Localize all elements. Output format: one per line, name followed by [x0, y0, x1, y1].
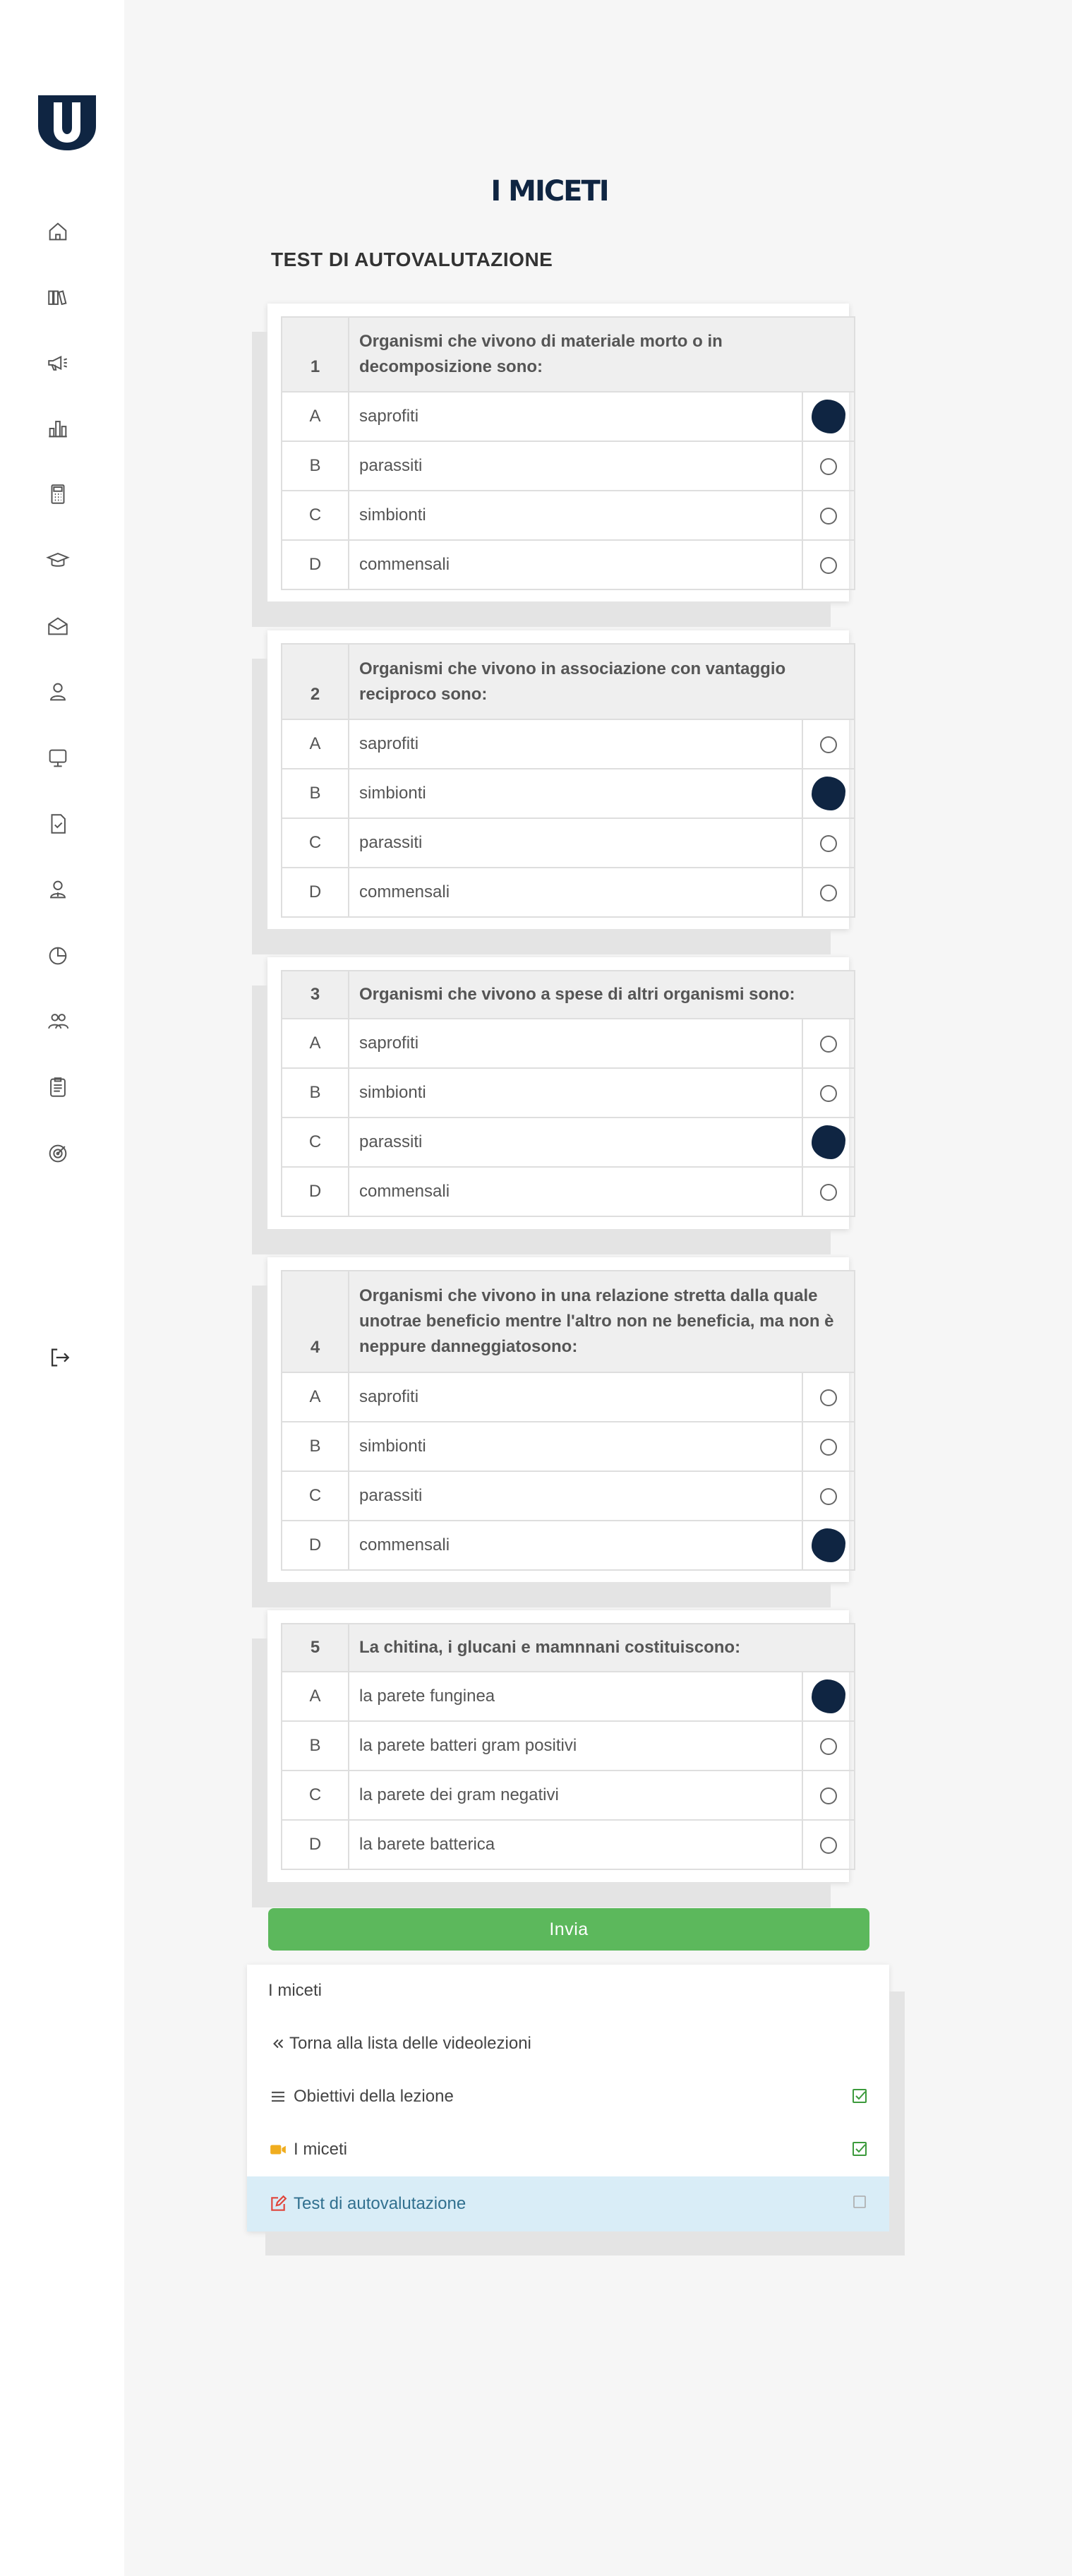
buildings-icon[interactable]: [44, 414, 72, 443]
radio-selected[interactable]: [812, 777, 845, 810]
page-subtitle: TEST DI AUTOVALUTAZIONE: [271, 248, 553, 270]
option-letter: C: [282, 1118, 349, 1167]
option-text: simbionti: [349, 1422, 802, 1471]
option-row[interactable]: [282, 868, 855, 917]
pie-chart-icon[interactable]: [44, 942, 72, 970]
books-icon[interactable]: [44, 283, 72, 311]
question-number: 5: [282, 1624, 349, 1672]
option-text: saprofiti: [349, 719, 802, 769]
lesson-item-video[interactable]: [247, 2123, 889, 2176]
radio-button[interactable]: [820, 1085, 837, 1102]
option-row[interactable]: [282, 1721, 855, 1771]
checkbox-empty-icon[interactable]: [851, 2193, 868, 2210]
radio-button[interactable]: [820, 736, 837, 753]
option-text: commensali: [349, 868, 802, 917]
option-row[interactable]: [282, 1672, 855, 1721]
option-text: commensali: [349, 1521, 802, 1570]
option-text: parassiti: [349, 818, 802, 868]
option-letter: D: [282, 868, 349, 917]
home-icon[interactable]: [44, 217, 72, 246]
option-text: commensali: [349, 1167, 802, 1216]
question-header: [282, 1624, 855, 1672]
option-letter: D: [282, 1820, 349, 1869]
megaphone-icon[interactable]: [44, 349, 72, 377]
option-letter: C: [282, 1771, 349, 1820]
document-check-icon[interactable]: [44, 810, 72, 838]
target-icon[interactable]: [44, 1139, 72, 1168]
option-text: la barete batterica: [349, 1820, 802, 1869]
question-card-5: [267, 1610, 849, 1882]
radio-button[interactable]: [820, 508, 837, 525]
radio-button[interactable]: [820, 885, 837, 901]
graduation-cap-icon[interactable]: [44, 546, 72, 575]
option-row[interactable]: [282, 1068, 855, 1118]
lesson-item-label: Test di autovalutazione: [294, 2194, 466, 2213]
question-table-4: [281, 1270, 855, 1571]
question-number: 4: [282, 1271, 349, 1372]
option-row[interactable]: [282, 1820, 855, 1869]
option-row[interactable]: [282, 818, 855, 868]
option-row[interactable]: [282, 491, 855, 540]
option-letter: C: [282, 491, 349, 540]
option-letter: A: [282, 1372, 349, 1422]
video-camera-icon: [268, 2140, 288, 2159]
monitor-icon[interactable]: [44, 744, 72, 772]
sidebar: [0, 0, 124, 2576]
question-header: [282, 644, 855, 719]
radio-button[interactable]: [820, 1787, 837, 1804]
option-row[interactable]: [282, 1471, 855, 1521]
back-link-text: Torna alla lista delle videolezioni: [289, 2034, 531, 2053]
option-letter: A: [282, 719, 349, 769]
option-text: saprofiti: [349, 1019, 802, 1068]
option-row[interactable]: [282, 769, 855, 818]
option-letter: C: [282, 818, 349, 868]
option-row[interactable]: [282, 1771, 855, 1820]
option-text: commensali: [349, 540, 802, 589]
question-number: 1: [282, 317, 349, 392]
option-row[interactable]: [282, 1118, 855, 1167]
radio-button[interactable]: [820, 1439, 837, 1456]
user-icon[interactable]: [44, 678, 72, 706]
clipboard-list-icon[interactable]: [44, 1073, 72, 1101]
submit-button[interactable]: Invia: [268, 1908, 869, 1951]
list-icon: [268, 2087, 288, 2107]
back-to-list-link[interactable]: [247, 2018, 889, 2070]
radio-selected[interactable]: [812, 1125, 845, 1159]
lesson-title-text: I miceti: [268, 1981, 323, 2000]
user-tie-icon[interactable]: [44, 875, 72, 904]
radio-button[interactable]: [820, 1389, 837, 1406]
option-text: simbionti: [349, 769, 802, 818]
radio-selected[interactable]: [812, 1528, 845, 1562]
option-letter: D: [282, 1521, 349, 1570]
question-card-1: [267, 304, 849, 601]
radio-selected[interactable]: [812, 400, 845, 433]
lesson-item-label: Obiettivi della lezione: [294, 2087, 454, 2106]
question-header: [282, 317, 855, 392]
question-table-1: [281, 316, 855, 590]
logout-icon[interactable]: [45, 1343, 73, 1372]
option-letter: B: [282, 1721, 349, 1771]
radio-button[interactable]: [820, 1837, 837, 1854]
option-text: parassiti: [349, 1471, 802, 1521]
option-row[interactable]: [282, 1372, 855, 1422]
edit-icon: [268, 2194, 288, 2214]
radio-selected[interactable]: [812, 1679, 845, 1713]
option-row[interactable]: [282, 719, 855, 769]
double-chevron-left-icon: [268, 2034, 288, 2054]
question-table-3: [281, 970, 855, 1217]
envelope-open-icon[interactable]: [44, 612, 72, 640]
radio-button[interactable]: [820, 835, 837, 852]
option-text: parassiti: [349, 1118, 802, 1167]
option-text: la parete dei gram negativi: [349, 1771, 802, 1820]
option-letter: D: [282, 1167, 349, 1216]
radio-button[interactable]: [820, 1036, 837, 1053]
radio-button[interactable]: [820, 557, 837, 574]
lesson-item-label: I miceti: [294, 2140, 348, 2159]
lesson-item-objectives[interactable]: [247, 2071, 889, 2123]
question-text: Organismi che vivono in una relazione stretta dalla quale unotrae beneficio mentre l'altro non ne beneficia, ma non è neppure danneggiatosono:: [349, 1271, 855, 1372]
question-card-4: [267, 1257, 849, 1582]
option-row[interactable]: [282, 1521, 855, 1570]
question-number: 2: [282, 644, 349, 719]
radio-button[interactable]: [820, 458, 837, 475]
question-card-3: [267, 957, 849, 1229]
lesson-panel: [247, 1965, 889, 2231]
option-text: saprofiti: [349, 392, 802, 441]
option-letter: C: [282, 1471, 349, 1521]
option-text: parassiti: [349, 441, 802, 491]
question-table-2: [281, 643, 855, 918]
option-letter: D: [282, 540, 349, 589]
page-title: I MICETI: [490, 175, 608, 208]
option-text: la parete funginea: [349, 1672, 802, 1721]
question-card-2: [267, 630, 849, 929]
option-letter: A: [282, 1672, 349, 1721]
question-header: [282, 971, 855, 1019]
option-letter: B: [282, 1068, 349, 1118]
question-header: [282, 1271, 855, 1372]
question-text: La chitina, i glucani e mamnnani costituiscono:: [349, 1624, 855, 1672]
option-row[interactable]: [282, 1422, 855, 1471]
option-letter: B: [282, 441, 349, 491]
option-letter: A: [282, 392, 349, 441]
question-text: Organismi che vivono di materiale morto o in decomposizione sono:: [349, 317, 855, 392]
option-text: saprofiti: [349, 1372, 802, 1422]
university-shield-logo[interactable]: [37, 95, 97, 150]
option-row[interactable]: [282, 441, 855, 491]
calculator-icon[interactable]: [44, 480, 72, 508]
option-text: simbionti: [349, 491, 802, 540]
option-letter: B: [282, 1422, 349, 1471]
option-letter: B: [282, 769, 349, 818]
users-group-icon[interactable]: [44, 1007, 72, 1036]
checkbox-checked-icon: [851, 2140, 868, 2157]
option-row[interactable]: [282, 540, 855, 589]
checkbox-checked-icon: [851, 2087, 868, 2104]
question-number: 3: [282, 971, 349, 1019]
main-content: [124, 0, 1072, 2576]
option-text: simbionti: [349, 1068, 802, 1118]
radio-button[interactable]: [820, 1184, 837, 1201]
question-text: Organismi che vivono a spese di altri organismi sono:: [349, 971, 855, 1019]
option-row[interactable]: [282, 392, 855, 441]
question-text: Organismi che vivono in associazione con vantaggio reciproco sono:: [349, 644, 855, 719]
lesson-title: [247, 1965, 889, 2017]
radio-button[interactable]: [820, 1738, 837, 1755]
option-text: la parete batteri gram positivi: [349, 1721, 802, 1771]
option-row[interactable]: [282, 1167, 855, 1216]
question-table-5: [281, 1623, 855, 1870]
option-row[interactable]: [282, 1019, 855, 1068]
option-letter: A: [282, 1019, 349, 1068]
lesson-item-self-test[interactable]: [247, 2176, 889, 2231]
radio-button[interactable]: [820, 1488, 837, 1505]
